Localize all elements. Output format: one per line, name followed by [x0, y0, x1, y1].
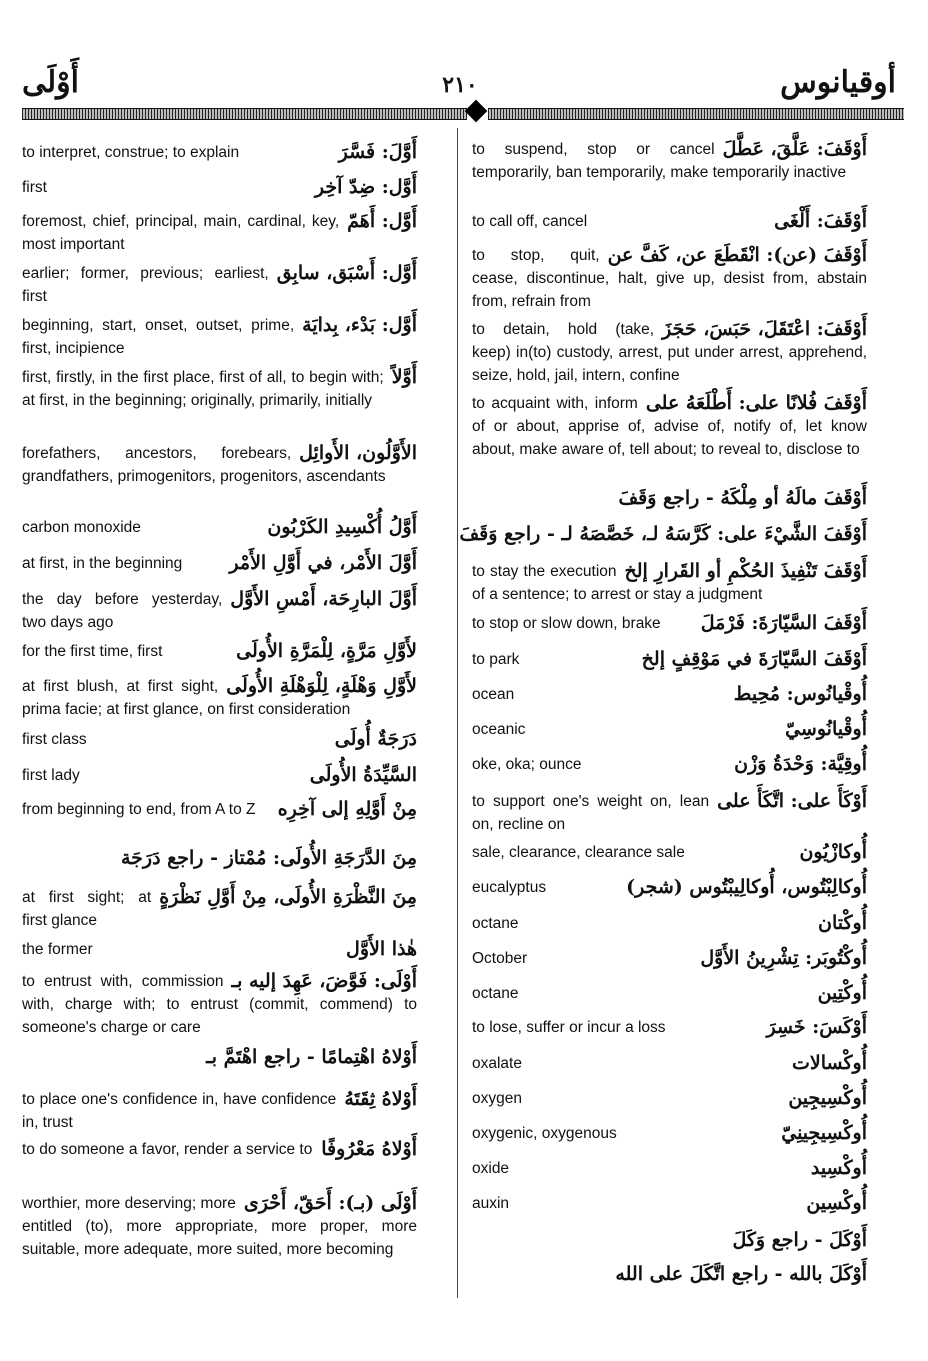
header-guide-word-left: أَوْلَى [22, 65, 79, 100]
arabic-headword: أَوْقَفَ السَّيّارَةَ: فَرْمَلَ [700, 612, 867, 634]
arabic-headword: أَوْقَفَ: أَلْغَى [774, 210, 867, 232]
english-definition: to suspend, stop or cancel temporarily, ban temporarily, make temporarily inactive [472, 141, 847, 181]
arabic-headword: أُوقْيانُوسِيّ [785, 718, 867, 740]
dictionary-entry [472, 138, 867, 184]
english-definition: ocean [472, 686, 515, 703]
arabic-headword: أَوَّلَ الأَمْر، في أَوَّلِ الأَمْر [229, 552, 417, 574]
english-definition: foremost, chief, principal, main, cardinal, key, most important [22, 213, 340, 253]
arabic-headword: أُوقِيَّة: وَحْدَةُ وَزْن [734, 753, 867, 775]
english-definition: October [472, 950, 528, 967]
arabic-headword: أَوْلَى: فَوَّضَ، عَهِدَ إليه بـ [231, 970, 417, 992]
dictionary-entry [472, 947, 867, 970]
page-number: ٢١٠ [442, 72, 478, 98]
english-definition: to do someone a favor, render a service to [22, 1141, 313, 1158]
arabic-headword: أُوكازْيُون [799, 841, 867, 863]
english-definition: oceanic [472, 721, 526, 738]
arabic-headword: السَّيِّدَةُ الأُولَى [309, 764, 417, 786]
column-separator [457, 128, 458, 1298]
arabic-headword: أُوكْسالات [792, 1052, 867, 1074]
dictionary-entry [22, 366, 417, 412]
dictionary-entry [472, 1016, 867, 1039]
arabic-headword: مِنْ أَوَّلِهِ إلى آخِرِه [277, 798, 417, 820]
arabic-headword: لأَوَّلِ وَهْلَةٍ، لِلْوَهْلَةِ الأُولَى [226, 675, 417, 697]
english-definition: to place one's confidence in, have confidence in, trust [22, 1091, 337, 1131]
dictionary-entry [472, 841, 867, 864]
dictionary-entry [472, 648, 867, 671]
english-definition: to interpret, construe; to explain [22, 144, 240, 161]
english-definition: oxygenic, oxygenous [472, 1125, 617, 1142]
arabic-headword: أُوكْتُوبَر: تِشْرِينُ الأَوَّل [700, 947, 867, 969]
dictionary-entry [472, 1192, 867, 1215]
dictionary-entry [22, 516, 417, 539]
english-definition: to acquaint with, inform of or about, apprise of, advise of, notify of, let know about, make aware of, tell about; to reveal to, disclose to [472, 395, 867, 458]
dictionary-entry [472, 683, 867, 706]
arabic-headword: أَوْكَسَ: خَسِرَ [766, 1016, 867, 1038]
dictionary-entry [22, 1192, 417, 1261]
arabic-headword: أُوكْتان [818, 912, 867, 934]
arabic-headword: أُوكْتِين [817, 982, 867, 1004]
arabic-headword: الأَوَّلُون، الأَوائِل [299, 442, 417, 464]
dictionary-entry [472, 392, 867, 461]
dictionary-entry [22, 141, 417, 164]
english-definition: at first, in the beginning [22, 555, 183, 572]
dictionary-entry [22, 588, 417, 634]
english-definition: eucalyptus [472, 879, 547, 896]
english-definition: at first blush, at first sight, prima facie; at first glance, on first consideration [22, 678, 351, 718]
english-definition: carbon monoxide [22, 519, 141, 536]
english-definition: to park [472, 651, 520, 668]
english-definition: the former [22, 941, 93, 958]
header-rule-right [488, 108, 904, 120]
english-definition: sale, clearance, clearance sale [472, 844, 685, 861]
dictionary-entry [22, 314, 417, 360]
arabic-headword: أَوْلاهُ ثِقَتَهُ [344, 1088, 417, 1110]
arabic-headword: لأَوَّلِ مَرَّةٍ، لِلْمَرَّةِ الأُولَى [236, 640, 417, 662]
english-definition: for the first time, first [22, 643, 163, 660]
dictionary-entry [472, 210, 867, 233]
english-definition: to support one's weight on, lean on, recline on [472, 793, 710, 833]
english-definition: oxalate [472, 1055, 522, 1072]
dictionary-entry [22, 442, 417, 488]
arabic-headword: مِنَ النَّظْرَةِ الأُولَى، مِنْ أَوَّلِ نَظْرَةٍ [159, 886, 417, 908]
arabic-cross-reference: أَوْكَلَ - راجع وَكَلَ [732, 1229, 867, 1251]
dictionary-entry [22, 1088, 417, 1134]
dictionary-entry [22, 764, 417, 787]
english-definition: octane [472, 915, 519, 932]
dictionary-entry [472, 560, 867, 606]
header-rule-left [22, 108, 467, 120]
english-definition: to call off, cancel [472, 213, 588, 230]
header-guide-word-right: أوقيانوس [780, 65, 896, 100]
dictionary-entry [472, 1122, 867, 1145]
arabic-headword: أَوْقَفَ تَنْفِيذَ الحُكْمِ أو القَرارِ إلخ [624, 560, 867, 582]
dictionary-entry [22, 728, 417, 751]
english-definition: earlier; former, previous; earliest, first [22, 265, 269, 305]
dictionary-entry [472, 1157, 867, 1180]
english-definition: forefathers, ancestors, forebears, grandfathers, primogenitors, progenitors, ascendants [22, 445, 386, 485]
dictionary-entry [472, 718, 867, 741]
arabic-headword: أُوكالِبْتُوس، أُوكالِيبْتُوس (شجر) [626, 876, 867, 898]
english-definition: oxide [472, 1160, 510, 1177]
arabic-headword: أَوَّلَ البارِحَة، أَمْسِ الأَوَّل [230, 588, 417, 610]
dictionary-entry [472, 612, 867, 635]
arabic-headword: أَوْقَفَ (عن): انْقَطَعَ عن، كَفَّ عن [607, 244, 867, 266]
english-definition: first [22, 179, 47, 196]
english-definition: from beginning to end, from A to Z [22, 801, 256, 818]
english-definition: first class [22, 731, 87, 748]
dictionary-entry [472, 876, 867, 899]
dictionary-entry [22, 675, 417, 721]
english-definition: beginning, start, onset, outset, prime, first, incipience [22, 317, 295, 357]
english-definition: oxygen [472, 1090, 522, 1107]
arabic-headword: أَوَّلَ: فَسَّرَ [338, 141, 417, 163]
arabic-headword: أَوَّل: أَهَمّ [347, 210, 417, 232]
dictionary-entry [472, 1087, 867, 1110]
english-definition: first lady [22, 767, 80, 784]
english-definition: the day before yesterday, two days ago [22, 591, 223, 631]
dictionary-entry [22, 262, 417, 308]
arabic-cross-reference: أَوْلاهُ اهْتِمامًا - راجع اهْتَمَّ بـ [206, 1046, 417, 1068]
dictionary-entry [22, 640, 417, 663]
dictionary-entry [22, 970, 417, 1039]
english-definition: to stop, quit, cease, discontinue, halt, give up, desist from, abstain from, refrain from [472, 247, 867, 310]
english-definition: to lose, suffer or incur a loss [472, 1019, 666, 1036]
dictionary-entry [22, 886, 417, 932]
arabic-headword: هٰذا الأَوَّل [346, 938, 417, 960]
arabic-headword: أَوْقَفَ: اعْتَقَلَ، حَبَسَ، حَجَزَ [662, 318, 867, 340]
arabic-cross-reference: أَوْقَفَ مالَهُ أو مِلْكَهُ - راجع وَقَفَ [618, 487, 867, 509]
arabic-headword: أَوَّل: أَسْبَق، سابِق [276, 262, 417, 284]
arabic-cross-reference: أَوْقَفَ الشَّيْءَ على: كَرَّسَهُ لـ، خَصَّصَهُ لـ - راجع وَقَفَ [459, 523, 867, 545]
arabic-headword: أُوكْسِين [806, 1192, 867, 1214]
dictionary-entry [472, 790, 867, 836]
arabic-headword: أَوَّلُ أُكْسِيدِ الكَرْبُون [267, 516, 417, 538]
dictionary-entry [22, 798, 417, 821]
arabic-headword: أَوْلاهُ مَعْرُوفًا [321, 1138, 417, 1160]
dictionary-entry [22, 176, 417, 199]
dictionary-entry [472, 1052, 867, 1075]
arabic-headword: أَوْلَى (بـ): أَحَقّ، أَحْرَى [243, 1192, 417, 1214]
arabic-cross-reference: مِنَ الدَّرَجَةِ الأُولَى: مُمْتاز - راجع دَرَجَة [120, 847, 417, 869]
english-definition: worthier, more deserving; more entitled (to), more appropriate, more proper, more suitable, more adequate, more suited, more becoming [22, 1195, 417, 1258]
english-definition: first, firstly, in the first place, first of all, to begin with; at first, in the beginning; originally, primarily, initially [22, 369, 384, 409]
arabic-headword: دَرَجَةٌ أُولَى [334, 728, 417, 750]
dictionary-entry [22, 210, 417, 256]
arabic-headword: أُوقْيانُوس: مُحِيط [733, 683, 867, 705]
dictionary-entry [22, 938, 417, 961]
dictionary-entry [22, 552, 417, 575]
dictionary-entry [472, 318, 867, 387]
arabic-headword: أُوكْسِيجِين [788, 1087, 867, 1109]
english-definition: to detain, hold (take, keep) in(to) custody, arrest, put under arrest, apprehend, seize, hold, jail, intern, confine [472, 321, 867, 384]
dictionary-entry [472, 982, 867, 1005]
english-definition: octane [472, 985, 519, 1002]
arabic-headword: أَوَّل: ضِدّ آخِر [314, 176, 417, 198]
dictionary-entry [22, 1138, 417, 1161]
english-definition: to entrust with, commission with, charge with; to entrust (commit, commend) to someone's charge or care [22, 973, 417, 1036]
arabic-headword: أَوَّل: بَدْء، بِدايَة [302, 314, 417, 336]
arabic-headword: أَوَّلاً [391, 366, 417, 388]
arabic-headword: أُوكْسِيجِينِيّ [781, 1122, 867, 1144]
arabic-headword: أُوكْسِيد [810, 1157, 867, 1179]
english-definition: auxin [472, 1195, 510, 1212]
header-diamond-ornament [465, 100, 488, 123]
dictionary-entry [472, 753, 867, 776]
english-definition: oke, oka; ounce [472, 756, 582, 773]
english-definition: to stay the execution of a sentence; to arrest or stay a judgment [472, 563, 763, 603]
dictionary-entry [472, 912, 867, 935]
english-definition: to stop or slow down, brake [472, 615, 661, 632]
dictionary-entry [472, 244, 867, 313]
arabic-headword: أَوْقَفَ السَّيّارَةَ في مَوْقِفٍ إلخ [641, 648, 867, 670]
arabic-headword: أَوْقَفَ: عَلَّقَ، عَطَّلَ [722, 138, 867, 160]
arabic-headword: أَوْكَأَ على: اتَّكَأَ على [717, 790, 867, 812]
english-definition: at first sight; at first glance [22, 889, 152, 929]
arabic-cross-reference: أَوْكَلَ بالله - راجع اتَّكَلَ على الله [615, 1263, 867, 1285]
arabic-headword: أَوْقَفَ فُلانًا على: أَطْلَعَهُ على [645, 392, 867, 414]
